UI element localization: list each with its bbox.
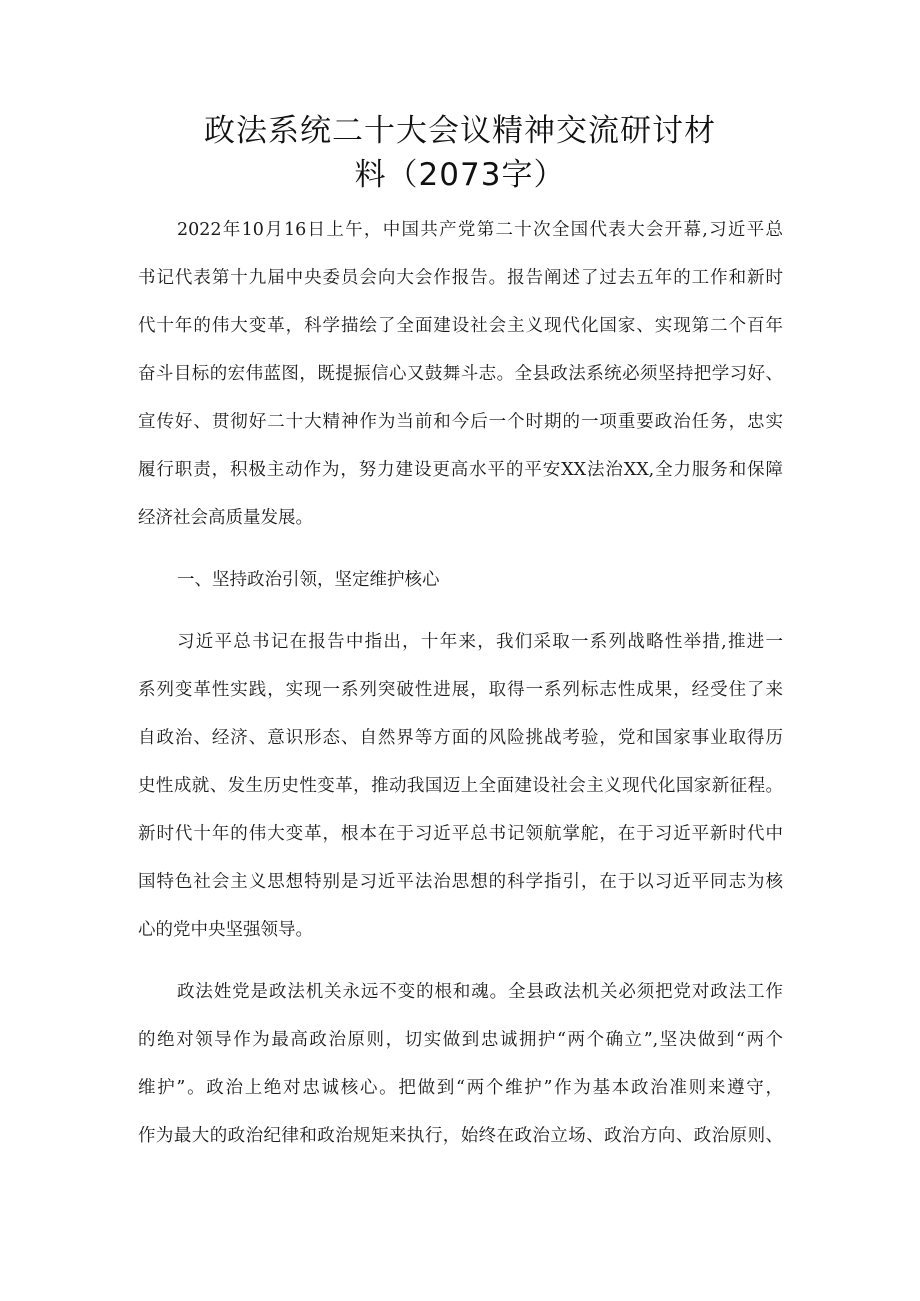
paragraph-line: 奋斗目标的宏伟蓝图，既提振信心又鼓舞斗志。全县政法系统必须坚持把学习好、	[138, 364, 783, 384]
paragraph-line: 作为最大的政治纪律和政治规矩来执行，始终在政治立场、政治方向、政治原则、	[138, 1126, 783, 1146]
paragraph-line: 宣传好、贯彻好二十大精神作为当前和今后一个时期的一项重要政治任务，忠实	[138, 412, 783, 432]
paragraph-line: 系列变革性实践，实现一系列突破性进展，取得一系列标志性成果，经受住了来	[138, 680, 783, 700]
paragraph-line: 经济社会高质量发展。	[138, 508, 313, 528]
paragraph-line: 2022年10月16日上午，中国共产党第二十次全国代表大会开幕,习近平总	[177, 220, 783, 240]
paragraph-line: 新时代十年的伟大变革，根本在于习近平总书记领航掌舵，在于习近平新时代中	[138, 824, 783, 844]
document-title-line-1: 政法系统二十大会议精神交流研讨材	[204, 113, 716, 149]
paragraph-line: 自政治、经济、意识形态、自然界等方面的风险挑战考验，党和国家事业取得历	[138, 728, 783, 748]
section-heading: 一、坚持政治引领，坚定维护核心	[177, 570, 440, 590]
paragraph-line: 的绝对领导作为最高政治原则，切实做到忠诚拥护“两个确立”,坚决做到“两个	[138, 1030, 783, 1050]
paragraph-line: 代十年的伟大变革，科学描绘了全面建设社会主义现代化国家、实现第二个百年	[138, 316, 783, 336]
paragraph-line: 书记代表第十九届中央委员会向大会作报告。报告阐述了过去五年的工作和新时	[138, 268, 783, 288]
paragraph-line: 履行职责，积极主动作为，努力建设更高水平的平安XX法治XX,全力服务和保障	[138, 460, 783, 480]
paragraph-line: 维护”。政治上绝对忠诚核心。把做到“两个维护”作为基本政治准则来遵守，	[138, 1078, 783, 1098]
paragraph-line: 政法姓党是政法机关永远不变的根和魂。全县政法机关必须把党对政法工作	[177, 982, 783, 1002]
document-title-line-2: 料（2073字）	[354, 157, 566, 193]
paragraph-line: 国特色社会主义思想特别是习近平法治思想的科学指引，在于以习近平同志为核	[138, 872, 783, 892]
paragraph-line: 史性成就、发生历史性变革，推动我国迈上全面建设社会主义现代化国家新征程。	[138, 776, 783, 796]
paragraph-line: 习近平总书记在报告中指出，十年来，我们采取一系列战略性举措,推进一	[177, 632, 783, 652]
paragraph-line: 心的党中央坚强领导。	[138, 920, 313, 940]
